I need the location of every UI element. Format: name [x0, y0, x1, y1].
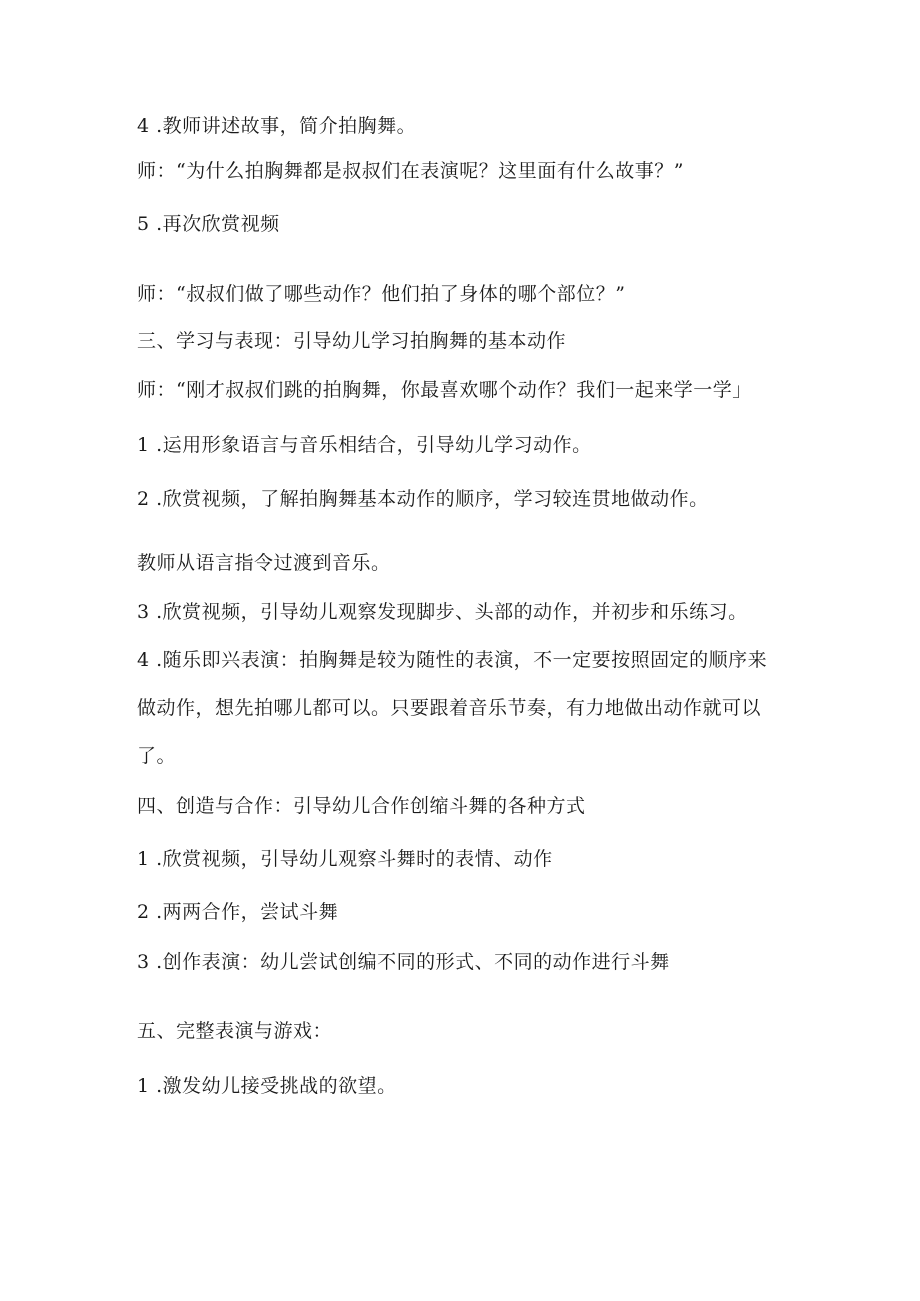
- text-line: 师：“叔叔们做了哪些动作？他们拍了身体的哪个部位？”: [137, 283, 626, 305]
- text-line: 5 .再次欣赏视频: [137, 213, 280, 235]
- text-line: 教师从语言指令过渡到音乐。: [137, 552, 391, 574]
- text-line: 师：“为什么拍胸舞都是叔叔们在表演呢？这里面有什么故事？”: [137, 160, 684, 182]
- text-line: 1 .运用形象语言与音乐相结合，引导幼儿学习动作。: [137, 434, 592, 456]
- text-line: 1 .欣赏视频，引导幼儿观察斗舞时的表情、动作: [137, 848, 553, 870]
- text-line: 4 .随乐即兴表演：拍胸舞是较为随性的表演，不一定要按照固定的顺序来: [137, 649, 768, 671]
- text-line: 4 .教师讲述故事，简介拍胸舞。: [137, 115, 417, 137]
- text-line: 3 .欣赏视频，引导幼儿观察发现脚步、头部的动作，并初步和乐练习。: [137, 601, 748, 623]
- text-line: 1 .激发幼儿接受挑战的欲望。: [137, 1075, 397, 1097]
- section-heading: 四、创造与合作：引导幼儿合作创缩斗舞的各种方式: [137, 795, 586, 817]
- text-line: 2 .两两合作，尝试斗舞: [137, 901, 339, 923]
- section-heading: 五、完整表演与游戏：: [137, 1020, 333, 1042]
- section-heading: 三、学习与表现：引导幼儿学习拍胸舞的基本动作: [137, 330, 567, 352]
- text-line: 做动作，想先拍哪儿都可以。只要跟着音乐节奏，有力地做出动作就可以: [137, 697, 762, 719]
- text-line: 2 .欣赏视频，了解拍胸舞基本动作的顺序，学习较连贯地做动作。: [137, 488, 709, 510]
- text-line: 了。: [137, 745, 177, 767]
- text-line: 3 .创作表演：幼儿尝试创编不同的形式、不同的动作进行斗舞: [137, 951, 670, 973]
- text-line: 师：“刚才叔叔们跳的拍胸舞，你最喜欢哪个动作？我们一起来学一学」: [137, 379, 752, 401]
